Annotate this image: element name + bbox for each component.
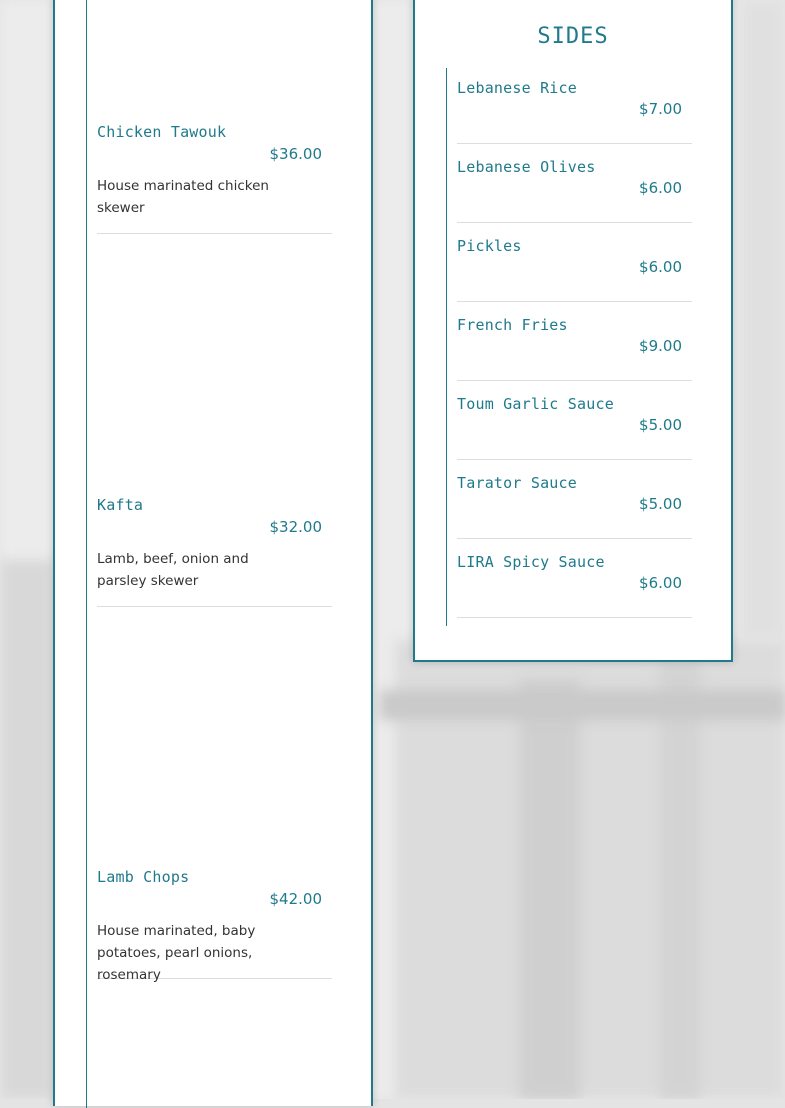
side-item bbox=[457, 65, 692, 144]
side-item-name: Lebanese Olives bbox=[457, 158, 596, 176]
side-item-price: $5.00 bbox=[639, 416, 682, 434]
menu-item-description: House marinated chicken skewer bbox=[97, 178, 269, 216]
side-item-price: $7.00 bbox=[639, 100, 682, 118]
side-item-name: LIRA Spicy Sauce bbox=[457, 553, 605, 571]
menu-item-name: Kafta bbox=[97, 496, 144, 514]
menu-item-price: $42.00 bbox=[269, 890, 322, 908]
menu-item-lamb-chops bbox=[97, 868, 332, 983]
side-item bbox=[457, 223, 692, 302]
side-item-price: $5.00 bbox=[639, 495, 682, 513]
menu-item-price: $36.00 bbox=[269, 145, 322, 163]
side-item-price: $6.00 bbox=[639, 179, 682, 197]
menu-item-name: Lamb Chops bbox=[97, 868, 190, 886]
side-item-name: French Fries bbox=[457, 316, 568, 334]
menu-item-chicken-tawouk bbox=[97, 123, 332, 234]
section-title: SIDES bbox=[537, 24, 609, 49]
side-item-price: $6.00 bbox=[639, 574, 682, 592]
panel-divider-line bbox=[446, 68, 447, 626]
side-item-price: $9.00 bbox=[639, 337, 682, 355]
sides-menu-panel bbox=[413, 0, 733, 662]
side-item bbox=[457, 460, 692, 539]
menu-item-price: $32.00 bbox=[269, 518, 322, 536]
side-item-name: Tarator Sauce bbox=[457, 474, 577, 492]
side-item bbox=[457, 381, 692, 460]
side-item-name: Pickles bbox=[457, 237, 522, 255]
side-item bbox=[457, 144, 692, 223]
menu-item-description: House marinated, baby potatoes, pearl onions, rosemary bbox=[97, 923, 256, 983]
menu-item-description: Lamb, beef, onion and parsley skewer bbox=[97, 551, 249, 589]
panel-divider-line bbox=[86, 0, 87, 1108]
side-item-name: Lebanese Rice bbox=[457, 79, 577, 97]
menu-item-kafta bbox=[97, 496, 332, 607]
side-item bbox=[457, 539, 692, 618]
menu-item-name: Chicken Tawouk bbox=[97, 123, 227, 141]
side-item-name: Toum Garlic Sauce bbox=[457, 395, 614, 413]
side-item-price: $6.00 bbox=[639, 258, 682, 276]
mains-menu-panel bbox=[53, 0, 373, 1106]
side-item bbox=[457, 302, 692, 381]
